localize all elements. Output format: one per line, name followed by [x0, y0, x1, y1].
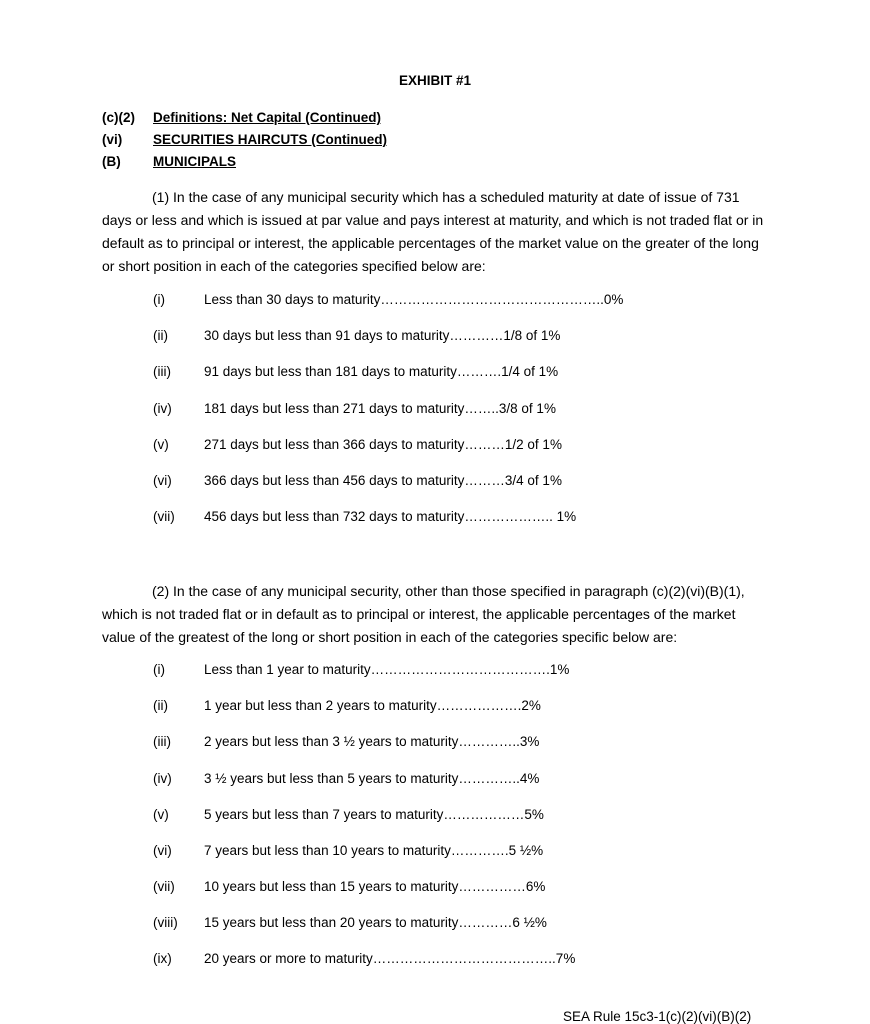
heading-text: SECURITIES HAIRCUTS (Continued)	[153, 132, 387, 147]
list-numeral: (i)	[153, 292, 165, 307]
heading-number: (c)(2)	[102, 110, 135, 125]
list-numeral: (ix)	[153, 951, 172, 966]
list-entry: 30 days but less than 91 days to maturity…………1/8 of 1%	[204, 328, 561, 343]
heading-securities-haircuts	[102, 132, 387, 147]
heading-number: (B)	[102, 154, 121, 169]
heading-definitions	[102, 110, 381, 125]
list-entry: 2 years but less than 3 ½ years to maturity…………..3%	[204, 734, 540, 749]
list-entry: 366 days but less than 456 days to maturity………3/4 of 1%	[204, 473, 562, 488]
list-entry: 181 days but less than 271 days to maturity……..3/8 of 1%	[204, 401, 556, 416]
heading-text: Definitions: Net Capital (Continued)	[153, 110, 381, 125]
list-numeral: (v)	[153, 807, 169, 822]
list-numeral: (i)	[153, 662, 165, 677]
list-numeral: (ii)	[153, 328, 168, 343]
heading-municipals	[102, 154, 236, 169]
list-entry: 3 ½ years but less than 5 years to maturity…………..4%	[204, 771, 540, 786]
list-numeral: (v)	[153, 437, 169, 452]
list-numeral: (vii)	[153, 879, 175, 894]
heading-text: MUNICIPALS	[153, 154, 236, 169]
list-entry: 10 years but less than 15 years to maturity……………6%	[204, 879, 546, 894]
list-entry: 20 years or more to maturity…………………………………..7%	[204, 951, 576, 966]
list-numeral: (iii)	[153, 364, 171, 379]
list-entry: Less than 1 year to maturity………………………………….1%	[204, 662, 570, 677]
list-numeral: (vi)	[153, 843, 172, 858]
paragraph-1: (1) In the case of any municipal security which has a scheduled maturity at date of issue of 731 days or less and which is issued at par value and pays interest at maturity, and which is not traded flat or in default as to principal or interest, the applicable percentages of the market value on the greater of the long or short position in each of the categories specified below are:	[102, 189, 764, 274]
list-numeral: (viii)	[153, 915, 178, 930]
list-numeral: (iv)	[153, 401, 172, 416]
paragraph-2: (2) In the case of any municipal security, other than those specified in paragraph (c)(2)(vi)(B)(1), which is not traded flat or in default as to principal or interest, the applicable percentages of the market value of the greatest of the long or short position in each of the categories specific below are:	[102, 583, 745, 645]
list-numeral: (vi)	[153, 473, 172, 488]
list-entry: 456 days but less than 732 days to maturity……………….. 1%	[204, 509, 577, 524]
exhibit-title: EXHIBIT #1	[398, 73, 472, 88]
list-numeral: (iv)	[153, 771, 172, 786]
list-numeral: (vii)	[153, 509, 175, 524]
rule-reference-footer: SEA Rule 15c3-1(c)(2)(vi)(B)(2)	[563, 1009, 752, 1024]
list-entry: Less than 30 days to maturity…………………………………………..0%	[204, 292, 624, 307]
list-numeral: (iii)	[153, 734, 171, 749]
list-entry: 5 years but less than 7 years to maturity………………5%	[204, 807, 544, 822]
list-numeral: (ii)	[153, 698, 168, 713]
list-entry: 271 days but less than 366 days to maturity………1/2 of 1%	[204, 437, 562, 452]
list-entry: 1 year but less than 2 years to maturity……………….2%	[204, 698, 541, 713]
heading-number: (vi)	[102, 132, 123, 147]
list-entry: 91 days but less than 181 days to maturity……….1/4 of 1%	[204, 364, 559, 379]
list-entry: 7 years but less than 10 years to maturity………….5 ½%	[204, 843, 544, 858]
list-entry: 15 years but less than 20 years to maturity…………6 ½%	[204, 915, 547, 930]
